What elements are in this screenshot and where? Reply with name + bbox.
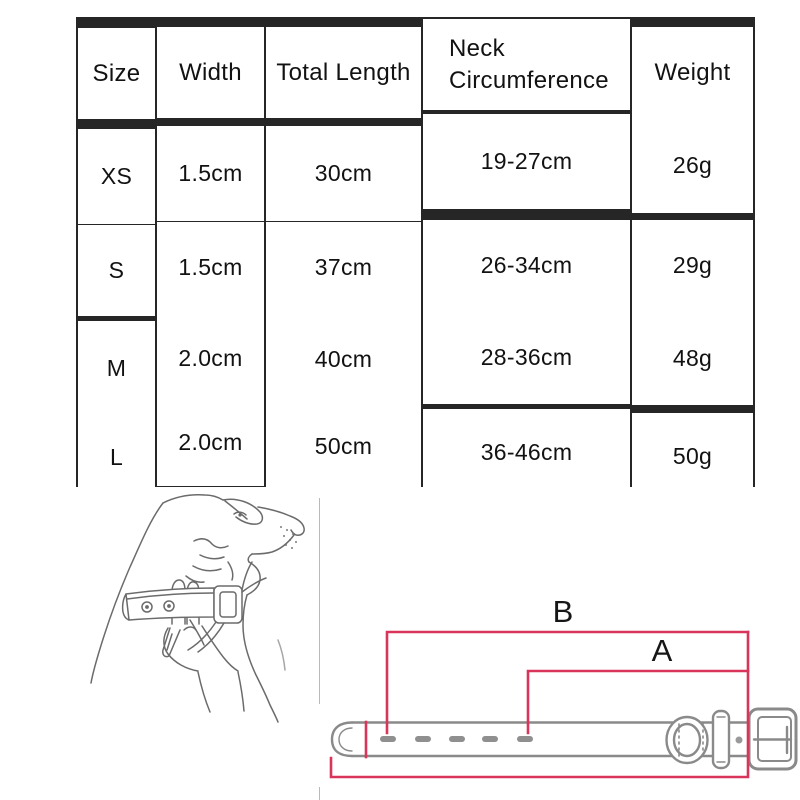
header-cell-neck-circumference: Neck Circumference — [423, 19, 630, 110]
table-cell-neck: 36-46cm — [423, 409, 630, 496]
table-cell-width: 2.0cm — [157, 311, 264, 405]
table-cell-size: S — [78, 225, 155, 316]
dog-collar-fit-sketch — [91, 495, 304, 722]
table-cell-size: L — [78, 414, 155, 501]
measure-label-b: B — [552, 594, 574, 629]
table-cell-size: M — [78, 321, 155, 415]
table-cell-neck: 19-27cm — [423, 114, 630, 209]
header-cell-size: Size — [78, 28, 155, 119]
table-cell-total-length: 37cm — [266, 222, 421, 313]
table-cell-total-length: 40cm — [266, 312, 421, 406]
table-cell-weight: 48g — [632, 311, 753, 405]
table-cell-size: XS — [78, 129, 155, 224]
table-cell-total-length: 30cm — [266, 126, 421, 221]
table-cell-total-length: 50cm — [266, 403, 421, 490]
table-cell-weight: 50g — [632, 413, 753, 500]
measure-label-a: A — [651, 633, 673, 668]
image-divider-line — [319, 498, 320, 704]
collar-measurement-diagram — [332, 709, 796, 769]
table-cell-neck: 28-36cm — [423, 310, 630, 404]
table-cell-width: 1.5cm — [157, 222, 264, 313]
measurement-lines — [331, 632, 748, 777]
table-cell-neck: 26-34cm — [423, 220, 630, 311]
size-chart-table — [76, 17, 755, 487]
header-cell-width: Width — [157, 27, 264, 118]
table-cell-width: 2.0cm — [157, 399, 264, 486]
table-cell-weight: 26g — [632, 118, 753, 213]
table-cell-weight: 29g — [632, 220, 753, 311]
table-cell-width: 1.5cm — [157, 126, 264, 221]
image-divider-line — [319, 787, 320, 800]
header-cell-total-length: Total Length — [266, 27, 421, 118]
header-cell-weight: Weight — [632, 27, 753, 118]
